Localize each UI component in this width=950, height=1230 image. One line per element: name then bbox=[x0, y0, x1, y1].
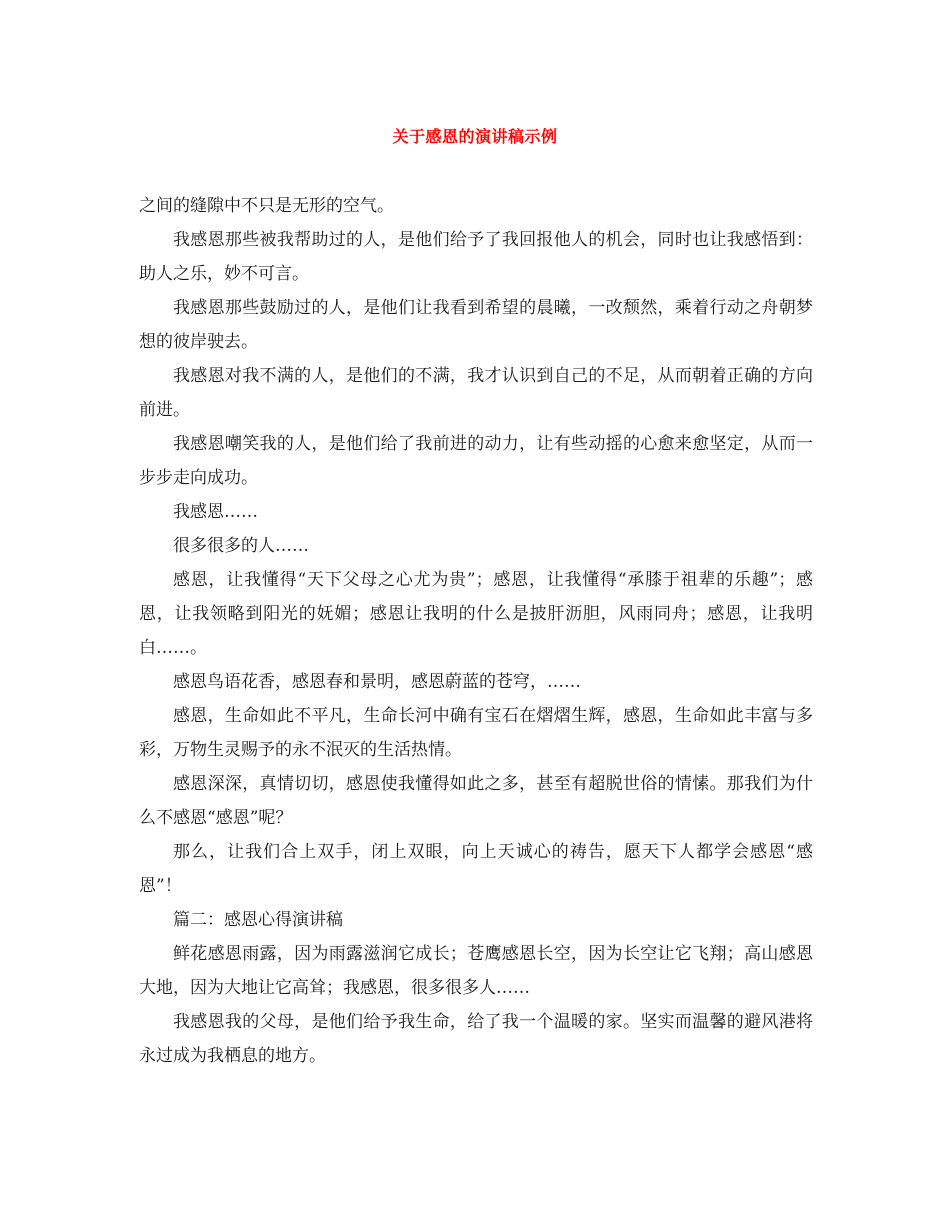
paragraph: 我感恩那些鼓励过的人，是他们让我看到希望的晨曦，一改颓然，乘着行动之舟朝梦想的彼岸驶去。 bbox=[139, 298, 813, 352]
paragraph: 我感恩对我不满的人，是他们的不满，我才认识到自己的不足，从而朝着正确的方向前进。 bbox=[139, 366, 813, 420]
section-heading: 篇二：感恩心得演讲稿 bbox=[173, 910, 343, 930]
paragraph: 感恩，让我懂得“天下父母之心尤为贵”；感恩，让我懂得“承膝于祖辈的乐趣”；感恩，让我领略到阳光的妩媚；感恩让我明的什么是披肝沥胆，风雨同舟；感恩，让我明白……。 bbox=[139, 570, 813, 658]
paragraph: 我感恩…… bbox=[173, 502, 258, 522]
paragraph: 很多很多的人…… bbox=[173, 536, 309, 556]
paragraph: 我感恩我的父母，是他们给予我生命，给了我一个温暖的家。坚实而温馨的避风港将永过成为我栖息的地方。 bbox=[139, 1012, 813, 1066]
paragraph: 感恩，生命如此不平凡，生命长河中确有宝石在熠熠生辉，感恩，生命如此丰富与多彩，万物生灵赐予的永不泯灭的生活热情。 bbox=[139, 706, 813, 760]
paragraph: 感恩深深，真情切切，感恩使我懂得如此之多，甚至有超脱世俗的情愫。那我们为什么不感恩“感恩”呢？ bbox=[139, 774, 813, 828]
paragraph: 之间的缝隙中不只是无形的空气。 bbox=[139, 196, 394, 216]
document-title: 关于感恩的演讲稿示例 bbox=[392, 127, 558, 146]
document-body bbox=[139, 189, 813, 1073]
paragraph: 我感恩那些被我帮助过的人，是他们给予了我回报他人的机会，同时也让我感悟到：助人之乐，妙不可言。 bbox=[139, 230, 813, 284]
paragraph: 鲜花感恩雨露，因为雨露滋润它成长；苍鹰感恩长空，因为长空让它飞翔；高山感恩大地，因为大地让它高耸；我感恩，很多很多人…… bbox=[139, 944, 813, 998]
paragraph: 我感恩嘲笑我的人，是他们给了我前进的动力，让有些动摇的心愈来愈坚定，从而一步步走向成功。 bbox=[139, 434, 813, 488]
paragraph: 感恩鸟语花香，感恩春和景明，感恩蔚蓝的苍穹，…… bbox=[173, 672, 581, 692]
paragraph: 那么，让我们合上双手，闭上双眼，向上天诚心的祷告，愿天下人都学会感恩“感恩”！ bbox=[139, 842, 813, 896]
